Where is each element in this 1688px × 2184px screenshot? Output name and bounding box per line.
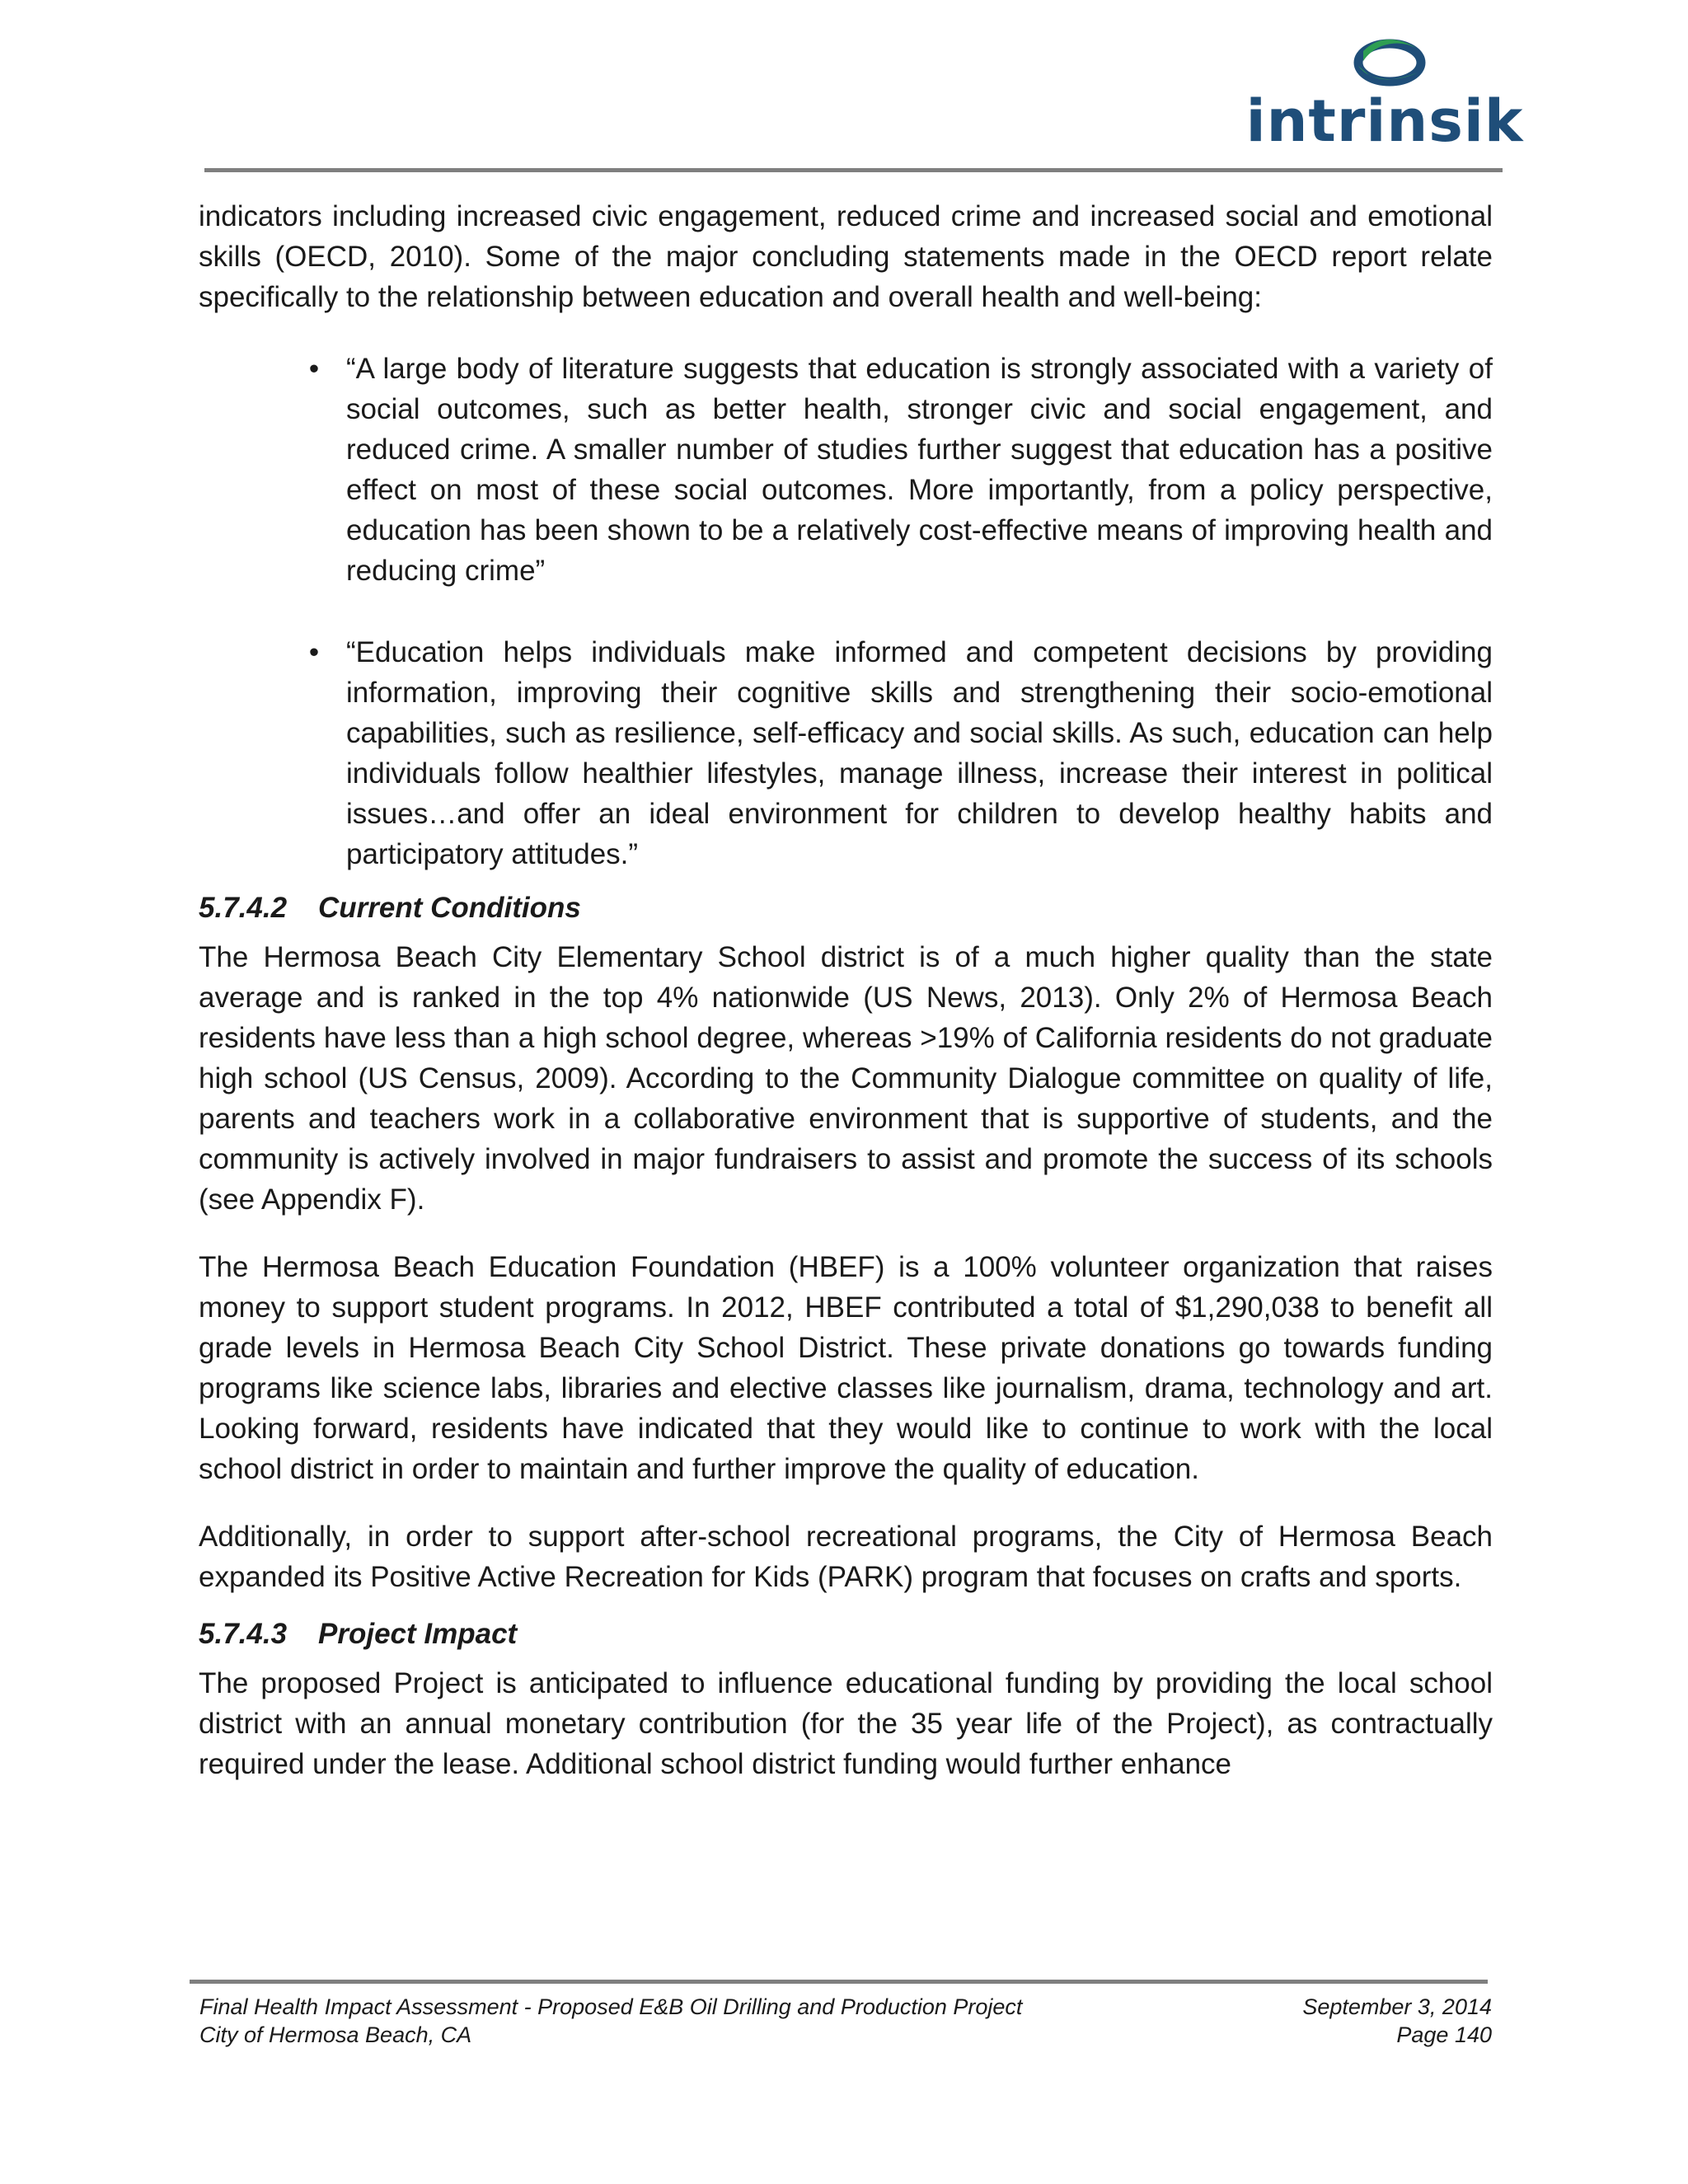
- paragraph: The proposed Project is anticipated to influence educational funding by providing the local school district with an annual monetary contribution (for the 35 year life of the Project), as contractually required under the lease. Additional school district funding would further enhance: [199, 1667, 1493, 1780]
- section-number: 5.7.4.2: [199, 892, 288, 924]
- section-heading-project-impact: [199, 1617, 1493, 1652]
- intrinsik-logo: [1245, 31, 1524, 155]
- footer-location: City of Hermosa Beach, CA: [199, 2022, 472, 2047]
- paragraph: The Hermosa Beach City Elementary School district is of a much higher quality than the state average and is ranked in the top 4% nationwide (US News, 2013). Only 2% of Hermosa Beach residents have less than a high school degree, whereas >19% of California residents do not graduate high school (US Census, 2009). According to the Community Dialogue committee on quality of life, parents and teachers work in a collaborative environment that is supportive of students, and the community is actively involved in major fundraisers to assist and promote the success of its schools (see Appendix F).: [199, 941, 1493, 1216]
- intro-paragraph: indicators including increased civic engagement, reduced crime and increased social and emotional skills (OECD, 2010). Some of the major concluding statements made in the OECD report relate specifically to the relationship between education and overall health and well-being:: [199, 200, 1493, 313]
- paragraph: Additionally, in order to support after-school recreational programs, the City of Hermosa Beach expanded its Positive Active Recreation for Kids (PARK) program that focuses on crafts and sports.: [199, 1521, 1493, 1593]
- footer-rule: [190, 1980, 1488, 1984]
- quote-list: [199, 349, 1493, 874]
- footer-page-number: Page 140: [1396, 2022, 1492, 2047]
- section-number: 5.7.4.3: [199, 1618, 288, 1650]
- list-item: [199, 349, 1493, 591]
- bullet-icon: •: [308, 636, 320, 668]
- header-rule: [204, 168, 1503, 172]
- quote-text: “A large body of literature suggests that education is strongly associated with a variety of social outcomes, such as better health, stronger civic and social engagement, and reduced crime. A smaller number of studies further suggest that education has a positive effect on most of these social outcomes. More importantly, from a policy perspective, education has been shown to be a relatively cost-effective means of improving health and reducing crime”: [346, 353, 1493, 587]
- section-title: Project Impact: [318, 1618, 518, 1650]
- swoosh-icon: [1358, 40, 1421, 82]
- paragraph: The Hermosa Beach Education Foundation (HBEF) is a 100% volunteer organization that raises money to support student programs. In 2012, HBEF contributed a total of $1,290,038 to benefit all grade levels in Hermosa Beach City School District. These private donations go towards funding programs like science labs, libraries and elective classes like journalism, drama, technology and art. Looking forward, residents have indicated that they would like to continue to work with the local school district in order to maintain and further improve the quality of education.: [199, 1251, 1493, 1485]
- section-title: Current Conditions: [318, 892, 581, 924]
- logo-wordmark: intrinsik: [1245, 87, 1524, 155]
- list-item: [199, 632, 1493, 874]
- bullet-icon: •: [308, 353, 320, 385]
- quote-text: “Education helps individuals make informed and competent decisions by providing information, improving their cognitive skills and strengthening their socio-emotional capabilities, such as resilience, self-efficacy and social skills. As such, education can help individuals follow healthier lifestyles, manage illness, increase their interest in political issues…and offer an ideal environment for children to develop healthy habits and participatory attitudes.”: [346, 636, 1493, 870]
- footer-date: September 3, 2014: [1302, 1994, 1492, 2019]
- footer-document-title: Final Health Impact Assessment - Proposed E&B Oil Drilling and Production Project: [199, 1994, 1023, 2019]
- page-footer: [199, 1993, 1492, 2049]
- section-heading-current-conditions: [199, 891, 1493, 926]
- page-body: [199, 196, 1493, 1784]
